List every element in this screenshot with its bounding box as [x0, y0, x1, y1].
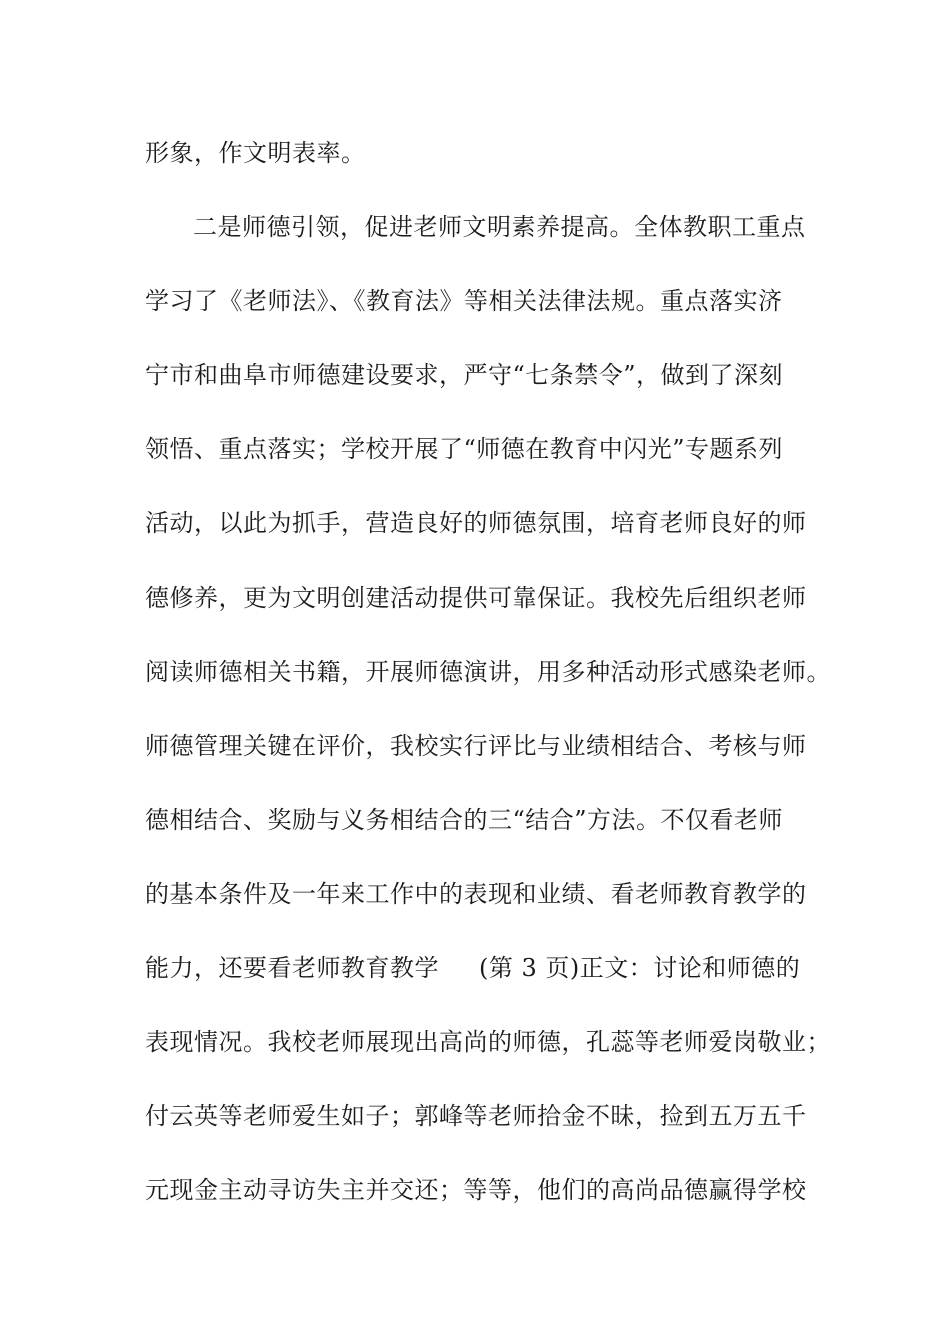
text-line: 形象，作文明表率。 [145, 139, 366, 167]
text-line-with-page-marker [145, 948, 815, 1022]
text-line: 学习了《老师法》、《教育法》等相关法律法规。重点落实济 [145, 287, 783, 316]
text-line: 德相结合、奖励与义务相结合的三“结合”方法。不仅看老师 [145, 805, 784, 834]
text-line: 表现情况。我校老师展现出高尚的师德，孔蕊等老师爱岗敬业； [145, 1028, 831, 1057]
text-line: 阅读师德相关书籍，开展师德演讲，用多种活动形式感染老师。 [145, 657, 831, 686]
page-marker: (第 3 页) [479, 954, 580, 983]
text-line: 活动，以此为抓手，营造良好的师德氛围，培育老师良好的师 [145, 509, 807, 538]
text-segment: 能力，还要看老师教育教学 [145, 954, 439, 983]
body-text [145, 133, 831, 1244]
text-line: 领悟、重点落实；学校开展了“师德在教育中闪光”专题系列 [145, 435, 784, 464]
text-line: 的基本条件及一年来工作中的表现和业绩、看老师教育教学的 [145, 879, 807, 908]
text-segment: 正文：讨论和师德的 [579, 954, 801, 983]
text-line: 付云英等老师爱生如子；郭峰等老师拾金不昧，捡到五万五千 [145, 1102, 807, 1131]
text-line: 德修养，更为文明创建活动提供可靠保证。我校先后组织老师 [145, 583, 807, 612]
text-line: 宁市和曲阜市师德建设要求，严守“七条禁令”，做到了深刻 [145, 361, 784, 390]
paragraph-start-line: 二是师德引领，促进老师文明素养提高。全体教职工重点 [193, 213, 806, 242]
text-line: 元现金主动寻访失主并交还；等等，他们的高尚品德赢得学校 [145, 1176, 807, 1205]
text-line: 师德管理关键在评价，我校实行评比与业绩相结合、考核与师 [145, 731, 807, 760]
